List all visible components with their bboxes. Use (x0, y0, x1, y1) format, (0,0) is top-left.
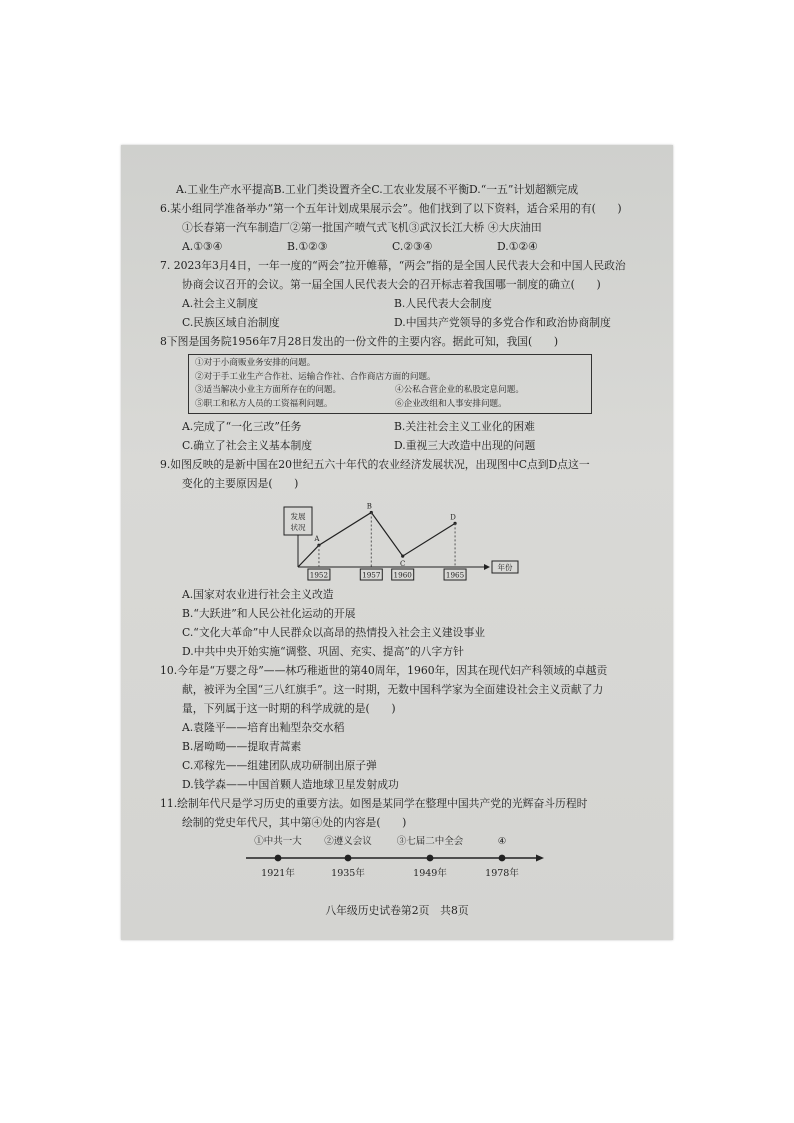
point-label: C (400, 560, 406, 569)
timeline-dot (499, 855, 506, 862)
timeline-dot (427, 855, 434, 862)
q8-options-row2 (176, 436, 646, 455)
q8-box-row (195, 371, 585, 385)
q7-option-c: C.民族区域自治制度 (182, 316, 280, 329)
y-axis-label-line2: 状况 (290, 523, 306, 532)
q9-stem-line1: 9.如图反映的是新中国在20世纪五六十年代的农业经济发展状况，出现图中C点到D点这一 (160, 458, 590, 471)
q7-stem-line1: 7. 2023年3月4日，一年一度的“两会”拉开帷幕，“两会”指的是全国人民代表大会和中国人民政治 (160, 259, 626, 272)
q8-option-d: D.重视三大改造中出现的问题 (394, 439, 536, 452)
exam-content (160, 180, 646, 884)
q9-option-b: B.“大跃进”和人民公社化运动的开展 (182, 607, 356, 620)
data-point (401, 554, 404, 557)
q8-box-row (195, 398, 585, 412)
q10-option-a: A.袁隆平——培育出籼型杂交水稻 (182, 721, 345, 734)
q9-series-line (298, 512, 455, 567)
q11-stem-line1: 11.绘制年代尺是学习历史的重要方法。如图是某同学在整理中国共产党的光辉奋斗历程时 (160, 797, 588, 810)
q6-option-a: A.①③④ (182, 240, 223, 253)
q9-option-c: C.“文化大革命”中人民群众以高昂的热情投入社会主义建设事业 (182, 626, 486, 639)
q6-items: ①长春第一汽车制造厂②第一批国产喷气式飞机③武汉长江大桥 ④大庆油田 (182, 221, 542, 234)
x-tick-label: 1960 (393, 570, 412, 580)
timeline-year: 1978年 (485, 868, 519, 879)
x-axis-arrow (484, 564, 490, 570)
q8-box-item: ③适当解决小业主方面所存在的问题。 (195, 385, 342, 395)
x-tick-label: 1952 (309, 570, 329, 580)
q8-box-item: ⑤职工和私方人员的工资福利问题。 (195, 398, 333, 409)
q9-stem-line2: 变化的主要原因是( ) (182, 477, 299, 490)
q11-timeline-svg (176, 834, 646, 884)
q10-stem-line2: 献，被评为全国“三八红旗手”。这一时期，无数中国科学家为全面建设社会主义贡献了力 (182, 683, 604, 696)
q10-option-c: C.邓稼先——组建团队成功研制出原子弹 (182, 759, 377, 772)
q9-chart (176, 497, 646, 583)
q8-document-box (188, 354, 592, 414)
q7-options-row2 (176, 313, 646, 332)
timeline-year: 1935年 (331, 868, 365, 879)
q9-option-d: D.中共中央开始实施“调整、巩固、充实、提高”的八字方针 (182, 645, 464, 658)
q6-stem: 6.某小组同学准备举办“第一个五年计划成果展示会”。他们找到了以下资料，适合采用的有( ) (160, 202, 622, 215)
timeline-event: ③七届二中全会 (396, 836, 464, 847)
timeline-event: ①中共一大 (254, 836, 302, 847)
q8-box-item: ②对于手工业生产合作社、运输合作社、合作商店方面的问题。 (195, 371, 436, 382)
q6-options (176, 237, 646, 256)
q8-options-row1 (176, 417, 646, 436)
point-label: D (450, 513, 456, 522)
y-axis-label-line1: 发展 (290, 512, 306, 521)
q10-stem-line3: 量，下列属于这一时期的科学成就的是( ) (182, 702, 396, 715)
q7-option-b: B.人民代表大会制度 (394, 297, 492, 310)
q8-option-c: C.确立了社会主义基本制度 (182, 439, 313, 452)
q9-option-a: A.国家对农业进行社会主义改造 (182, 588, 334, 601)
timeline-event: ②遵义会议 (324, 836, 372, 847)
x-tick-label: 1957 (362, 570, 381, 580)
q7-option-a: A.社会主义制度 (182, 297, 259, 310)
q11-stem-line2: 绘制的党史年代尺，其中第④处的内容是( ) (182, 816, 407, 829)
timeline-arrow (536, 855, 544, 862)
q8-box-item: ⑥企业改组和人事安排问题。 (395, 398, 507, 409)
q8-box-row (195, 384, 585, 398)
q10-option-d: D.钱学森——中国首颗人造地球卫星发射成功 (182, 778, 399, 791)
q8-box-row (195, 357, 585, 371)
q6-option-b: B.①②③ (287, 240, 328, 253)
q6-option-d: D.①②④ (497, 240, 538, 253)
x-axis-label: 年份 (497, 563, 513, 572)
timeline-dot (345, 855, 352, 862)
q7-options-row1 (176, 294, 646, 313)
q11-timeline (176, 834, 646, 884)
q7-option-d: D.中国共产党领导的多党合作和政治协商制度 (394, 316, 611, 329)
q6-option-c: C.②③④ (392, 240, 433, 253)
point-label: A (314, 535, 320, 544)
q8-box-item: ①对于小商贩业务安排的问题。 (195, 358, 316, 368)
timeline-event: ④ (497, 836, 507, 847)
q8-box-item: ④公私合营企业的私股定息问题。 (395, 385, 524, 395)
q10-stem-line1: 10.今年是“万婴之母”——林巧稚逝世的第40周年，1960年，因其在现代妇产科领域的卓越贡 (160, 664, 608, 677)
page-footer: 八年级历史试卷第2页 共8页 (325, 904, 469, 917)
timeline-year: 1921年 (261, 868, 295, 879)
q8-option-a: A.完成了“一化三改”任务 (182, 420, 302, 433)
timeline-dot (275, 855, 282, 862)
q7-stem-line2: 协商会议召开的会议。第一届全国人民代表大会的召开标志着我国哪一制度的确立( ) (182, 278, 601, 291)
q9-chart-svg (176, 497, 646, 583)
q8-option-b: B.关注社会主义工业化的困难 (394, 420, 535, 433)
timeline-year: 1949年 (413, 868, 447, 879)
q10-option-b: B.屠呦呦——提取青蒿素 (182, 740, 302, 753)
q8-stem: 8下图是国务院1956年7月28日发出的一份文件的主要内容。据此可知，我国( ) (160, 335, 559, 348)
point-label: B (366, 502, 372, 511)
x-tick-label: 1965 (445, 570, 465, 580)
q5-options: A.工业生产水平提高B.工业门类设置齐全C.工农业发展不平衡D.“一五”计划超额完成 (176, 183, 579, 196)
